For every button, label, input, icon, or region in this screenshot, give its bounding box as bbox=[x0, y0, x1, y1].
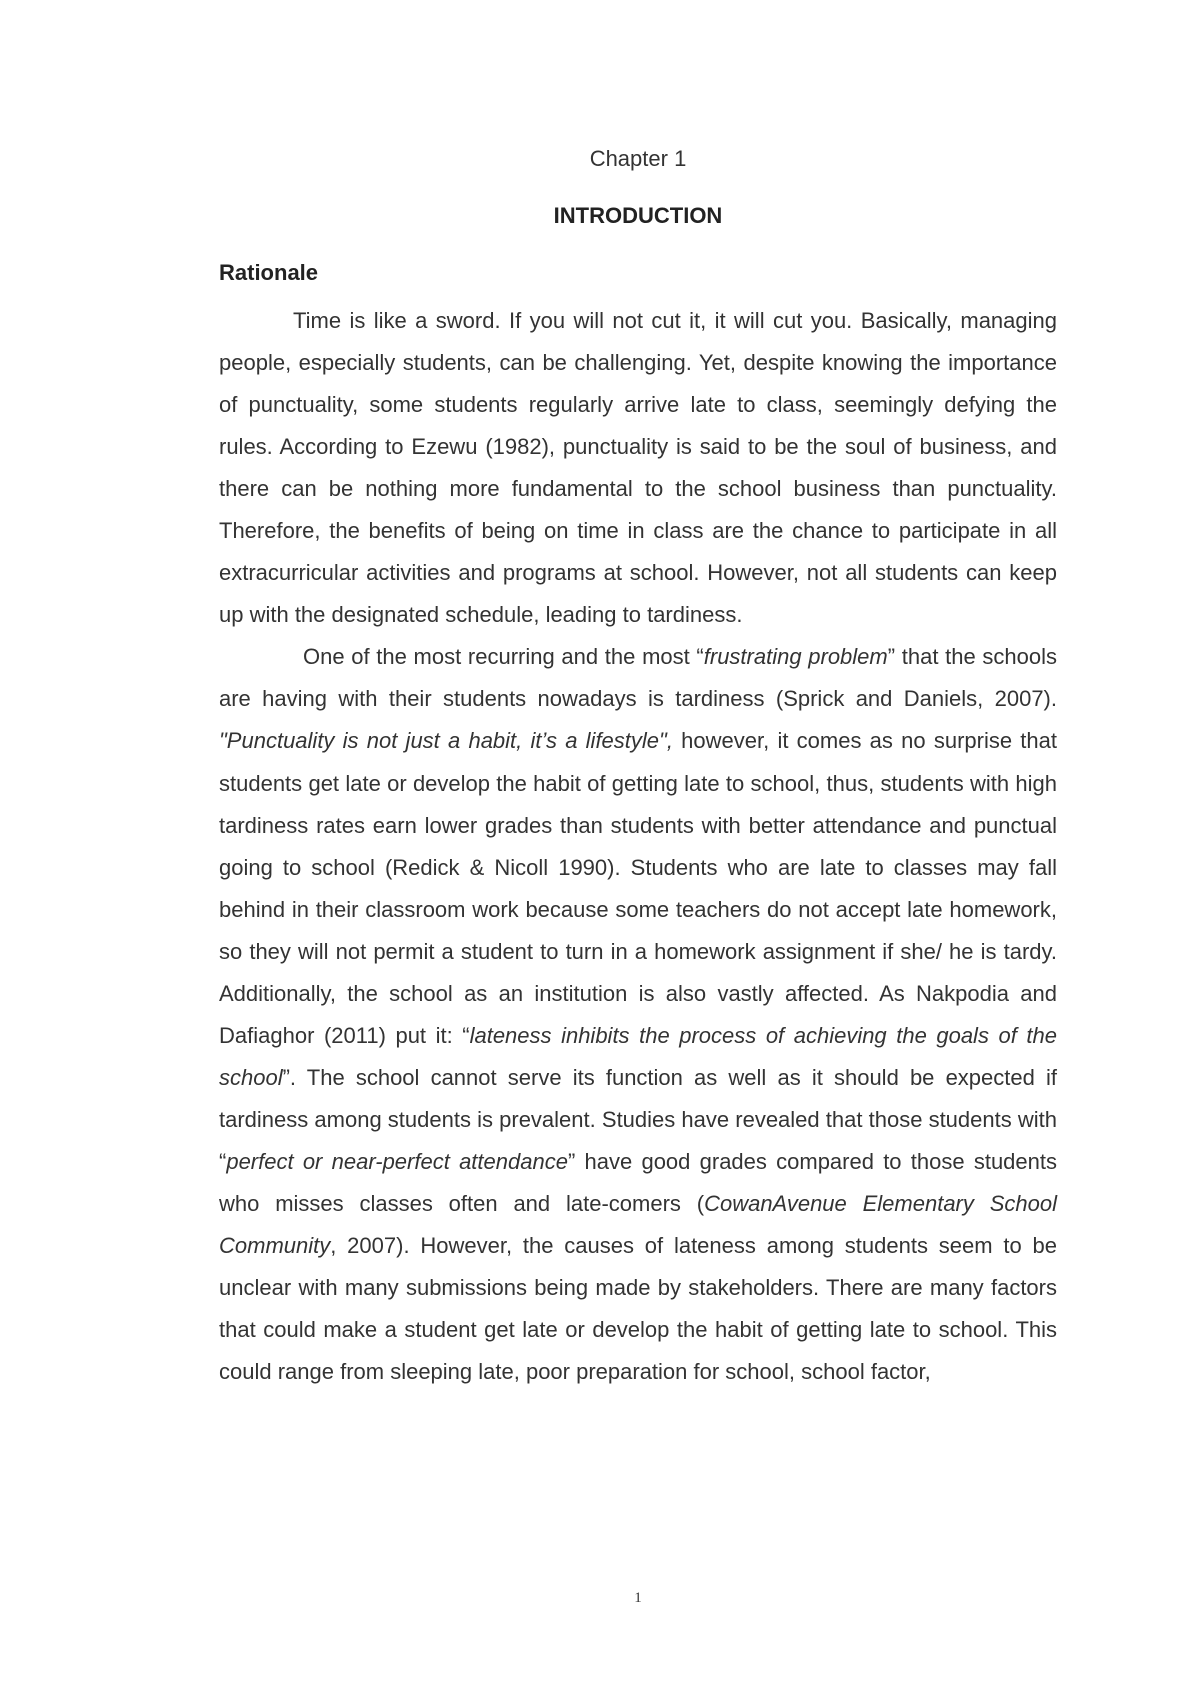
text-run: Time is like a sword. If you will not cut it, it will cut you. Basically, managing people, especially students, can be challenging. Yet, despite knowing the importance of punctuality, some students regularly arrive late to class, seemingly defying the rules. According to Ezewu (1982), punctuality is said to be the soul of business, and there can be nothing more fundamental to the school business than punctuality. Therefore, the benefits of being on time in class are the chance to participate in all extracurricular activities and programs at school. However, not all students can keep up with the designated schedule, leading to tardiness. bbox=[219, 308, 1057, 628]
italic-text-run: lateness inhibits the process of achieving the goals of the school bbox=[219, 1022, 1057, 1090]
chapter-label: Chapter 1 bbox=[589, 146, 687, 171]
text-run: ”. The school cannot serve its function as well as it should be expected if tardiness among students is prevalent. Studies have revealed that those students with “ bbox=[219, 1064, 1057, 1174]
section-heading: Rationale bbox=[219, 260, 319, 285]
text-run: however, it comes as no surprise that students get late or develop the habit of getting late to school, thus, students with high tardiness rates earn lower grades than students with better attendance and punctual going to school (Redick & Nicoll 1990). Students who are late to classes may fall behind in their classroom work because some teachers do not accept late homework, so they will not permit a student to turn in a homework assignment if she/ he is tardy. Additionally, the school as an institution is also vastly affected. As Nakpodia and Dafiaghor (2011) put it: “ bbox=[219, 728, 1057, 1048]
text-run: ” have good grades compared to those students who misses classes often and late-comers ( bbox=[219, 1148, 1057, 1216]
italic-text-run: frustrating problem bbox=[703, 644, 888, 670]
body-text bbox=[219, 300, 1057, 1393]
body-paragraph bbox=[219, 300, 1057, 636]
body-paragraph bbox=[219, 636, 1057, 1393]
chapter-title: INTRODUCTION bbox=[553, 203, 723, 228]
text-run: ” that the schools are having with their students nowadays is tardiness (Sprick and Daniels, 2007). bbox=[219, 644, 1057, 712]
text-run: , 2007). However, the causes of lateness among students seem to be unclear with many submissions being made by stakeholders. There are many factors that could make a student get late or develop the habit of getting late to school. This could range from sleeping late, poor preparation for school, school factor, bbox=[219, 1233, 1057, 1385]
page-number: 1 bbox=[634, 1590, 642, 1606]
italic-text-run: CowanAvenue Elementary School Community bbox=[219, 1190, 1057, 1259]
text-run: One of the most recurring and the most “ bbox=[303, 644, 704, 670]
italic-text-run: "Punctuality is not just a habit, it’s a lifestyle", bbox=[219, 728, 673, 754]
italic-text-run: perfect or near-perfect attendance bbox=[226, 1148, 568, 1174]
